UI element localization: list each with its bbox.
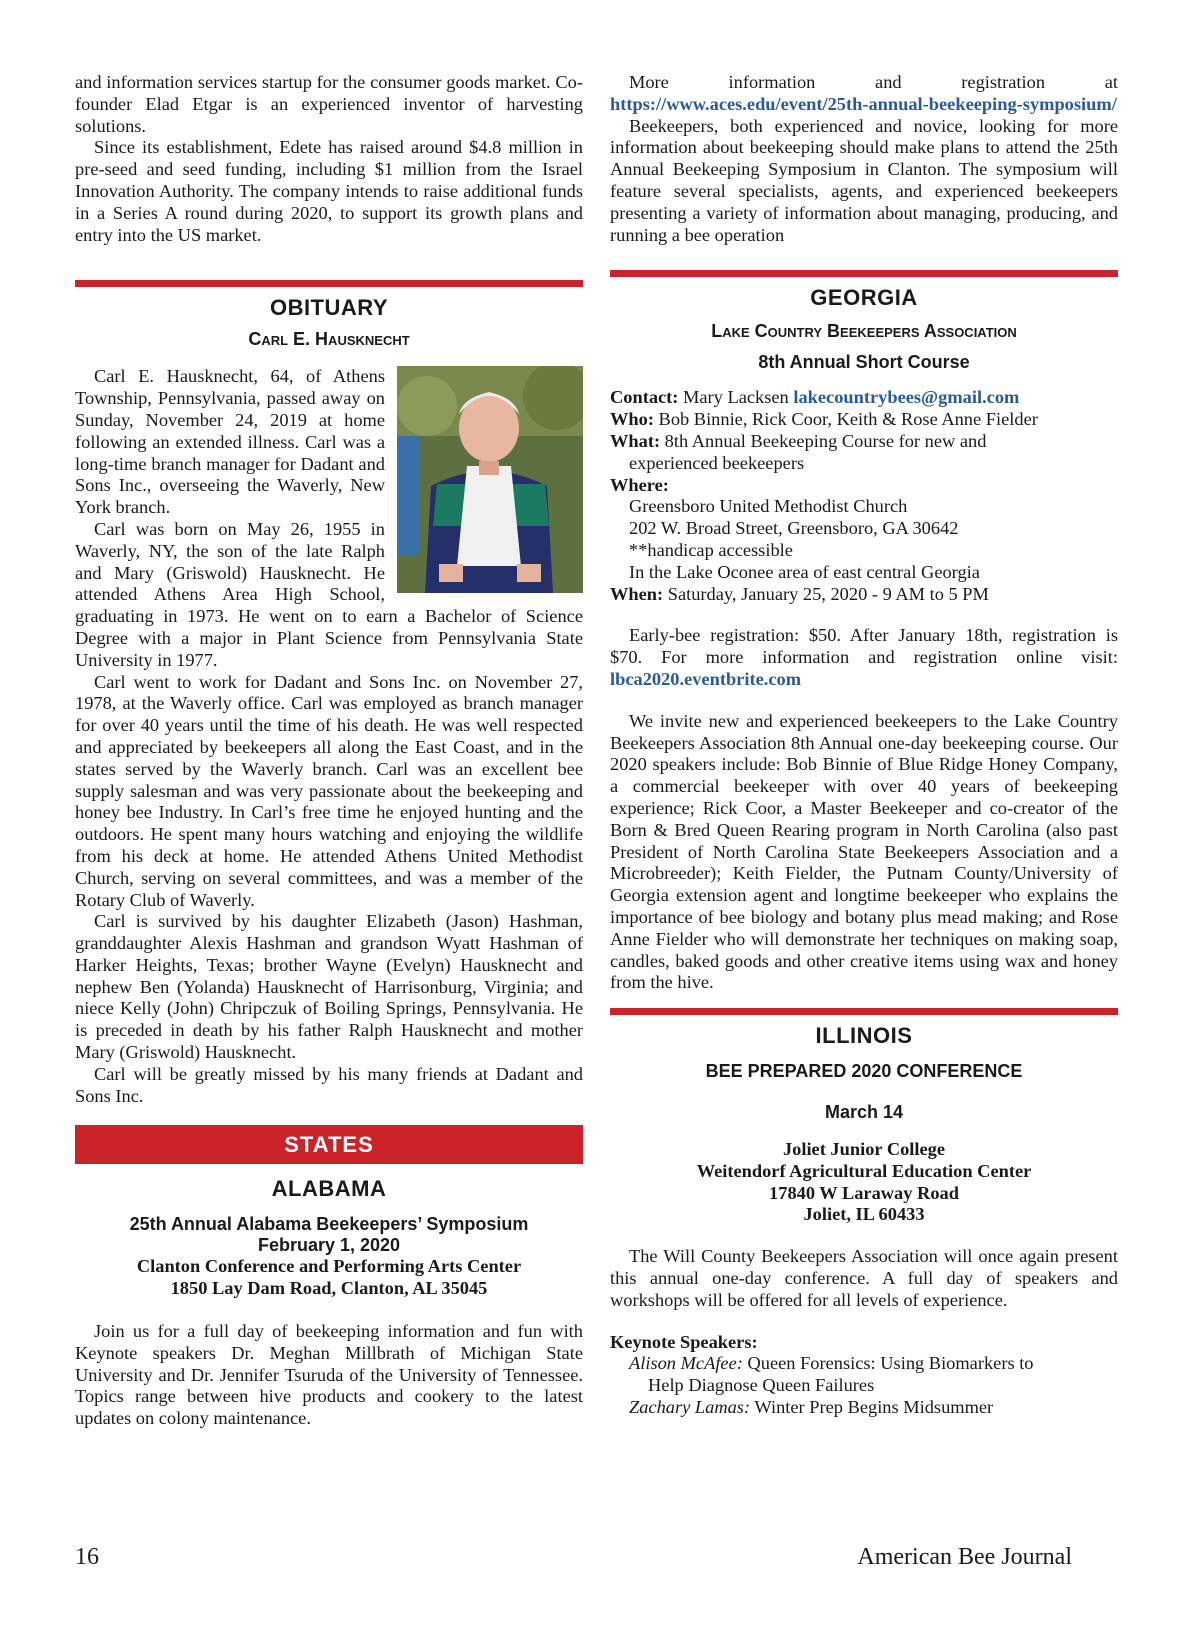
georgia-event-title: 8th Annual Short Course [758,352,970,373]
alabama-heading: ALABAMA [271,1176,387,1202]
contact-email-link[interactable]: lakecountrybees@gmail.com [793,387,1020,408]
alabama-registration-link[interactable]: https://www.aces.edu/event/25th-annual-beekeeping-symposium/ [610,93,1117,114]
states-banner: STATES [75,1125,583,1164]
georgia-who [610,409,1118,431]
where-line-4: In the Lake Oconee area of east central Georgia [629,561,980,582]
section-divider [75,280,583,287]
georgia-heading: GEORGIA [810,285,918,311]
intro-paragraph-1: and information services startup for the consumer goods market. Co-founder Elad Etgar is an experienced inventor of harvesting solutions. [75,72,583,136]
what-value-continued: experienced beekeepers [629,452,805,473]
contact-name: Mary Lacksen [678,387,794,408]
alabama-more-info [610,72,1118,116]
alabama-event-title: 25th Annual Alabama Beekeepers’ Symposium [129,1214,529,1235]
left-column [75,72,583,1430]
alabama-paragraph-2: Beekeepers, both experienced and novice, looking for more information about beekeeping should make plans to attend the 25th Annual Beekeeping Symposium in Clanton. The symposium will feature several specialists, agents, and experienced beekeepers presenting a variety of information about managing, producing, and running a bee operation [610,115,1118,245]
speaker-topic-continued-wrap [610,1375,1118,1397]
contact-label: Contact: [610,387,679,408]
alabama-event-date: February 1, 2020 [257,1235,401,1256]
georgia-invite-paragraph: We invite new and experienced beekeepers to the Lake Country Beekeepers Association 8th Annual one-day beekeeping course. Our 2020 speakers include: Bob Binnie of Blue Ridge Honey Company, a commercial beekeeper with over 40 years of beekeeping experience; Rick Coor, a Master Beekeeper and co-creator of the Born & Bred Queen Rearing program in North Carolina (also past President of North Carolina State Beekeepers Association and a Microbreeder); Keith Fielder, the Putnam County/University of Georgia extension agent and longtime beekeeper who explains the importance of bee biology and botany plus mead making; and Rose Anne Fielder who will demonstrate her techniques on making soap, candles, baked goods and other creative items using wax and honey from the hive. [610,710,1118,993]
obituary-heading: OBITUARY [269,295,389,321]
speaker-topic-continued: Help Diagnose Queen Failures [648,1375,875,1396]
illinois-event-date: March 14 [824,1102,904,1123]
what-label: What: [610,430,661,451]
obituary-paragraph-3: Carl went to work for Dadant and Sons Inc. on November 27, 1978, at the Waverly office. Carl was employed as branch manager for over 40 years until the time of his death. He was well respected and appreciated by beekeepers all along the East Coast, and in the states served by the Waverly branch. Carl was an excellent bee supply salesman and was very passionate about the beekeeping and honey bee Industry. In Carl’s free time he enjoyed hunting and the outdoors. He spent many hours watching and enjoying the wildlife from his deck at home. He attended Athens United Methodist Church, serving on several committees, and was a member of the Rotary Club of Waverly. [75,671,583,910]
illinois-event-title: BEE PREPARED 2020 CONFERENCE [705,1061,1023,1082]
who-label: Who: [610,409,654,430]
speaker-item [610,1397,1118,1419]
section-divider [610,1008,1118,1015]
keynote-speakers [610,1332,1118,1419]
page-number: 16 [75,1544,99,1570]
venue-line-3: 17840 W Laraway Road [769,1182,959,1203]
georgia-details [610,387,1118,605]
obituary-name: Carl E. Hausknecht [248,329,410,350]
speaker-topic: Winter Prep Begins Midsummer [750,1397,994,1418]
who-value: Bob Binnie, Rick Coor, Keith & Rose Anne Fielder [653,409,1038,430]
georgia-org-name: Lake Country Beekeepers Association [711,321,1017,342]
venue-line-1: Joliet Junior College [782,1139,946,1160]
alabama-paragraph-1: Join us for a full day of beekeeping information and fun with Keynote speakers Dr. Meghan Millbrath of Michigan State University and Dr. Jennifer Tsuruda of the University of Tennessee. Topics range between hive products and cookery to the latest updates on colony maintenance. [75,1321,583,1429]
alabama-venue: Clanton Conference and Performing Arts Center [136,1256,522,1277]
where-line-3: **handicap accessible [629,539,793,560]
what-value: 8th Annual Beekeeping Course for new and [660,430,987,451]
illinois-paragraph-1: The Will County Beekeepers Association will once again present this annual one-day conference. A full day of speakers and workshops will be offered for all levels of experience. [610,1246,1118,1310]
georgia-contact [610,387,1118,409]
section-divider [610,270,1118,277]
speaker-topic: Queen Forensics: Using Biomarkers to [742,1353,1034,1374]
where-line-2: 202 W. Broad Street, Greensboro, GA 30642 [629,518,959,539]
speaker-name: Alison McAfee: [629,1353,743,1374]
keynote-label: Keynote Speakers: [610,1331,758,1352]
obituary-paragraph-1: Carl E. Hausknecht, 64, of Athens Township, Pennsylvania, passed away on Sunday, November 24, 2019 at home following an extended illness. Carl was a long-time branch manager for Dadant and Sons Inc., overseeing the Waverly, New York branch. [75,366,385,518]
when-label: When: [610,583,664,604]
obituary-paragraph-2: Carl was born on May 26, 1955 in Waverly, NY, the son of the late Ralph and Mary (Griswold) Hausknecht. He attended Athens Area High School, graduating in 1973. He went on to earn a Bachelor of Science Degree with a major in Plant Science from Pennsylvania State University in 1977. [75,518,583,670]
illinois-venue [610,1139,1118,1226]
georgia-what [610,431,1118,453]
right-column [610,72,1118,1419]
alabama-address: 1850 Lay Dam Road, Clanton, AL 35045 [170,1278,488,1299]
registration-link[interactable]: lbca2020.eventbrite.com [610,668,802,689]
speaker-item [610,1353,1118,1375]
alabama-more-prefix: More information and registration at [629,72,1118,92]
illinois-heading: ILLINOIS [815,1023,913,1049]
obituary-paragraph-5: Carl will be greatly missed by his many friends at Dadant and Sons Inc. [75,1063,583,1106]
georgia-registration [610,625,1118,690]
obituary-photo [397,366,583,593]
registration-text: Early-bee registration: $50. After January 18th, registration is $70. For more information and registration online visit: [610,625,1118,668]
georgia-when [610,584,1118,606]
intro-paragraph-2: Since its establishment, Edete has raised around $4.8 million in pre-seed and seed funding, including $1 million from the Israel Innovation Authority. The company intends to raise additional funds in a Series A round during 2020, to support its growth plans and entry into the US market. [75,137,583,245]
venue-line-2: Weitendorf Agricultural Education Center [696,1160,1032,1181]
obituary-paragraph-4: Carl is survived by his daughter Elizabeth (Jason) Hashman, granddaughter Alexis Hashman and grandson Wyatt Hashman of Harker Heights, Texas; brother Wayne (Evelyn) Hausknecht and nephew Ben (Yolanda) Hausknecht of Harrisonburg, Virginia; and niece Kelly (John) Chripczuk of Boiling Springs, Pennsylvania. He is preceded in death by his father Ralph Hausknecht and mother Mary (Griswold) Hausknecht. [75,911,583,1063]
venue-line-4: Joliet, IL 60433 [803,1204,925,1225]
speaker-name: Zachary Lamas: [629,1397,751,1418]
where-line-1: Greensboro United Methodist Church [629,496,908,517]
when-value: Saturday, January 25, 2020 - 9 AM to 5 PM [663,583,989,604]
journal-name: American Bee Journal [857,1544,1072,1570]
where-label: Where: [610,474,669,495]
